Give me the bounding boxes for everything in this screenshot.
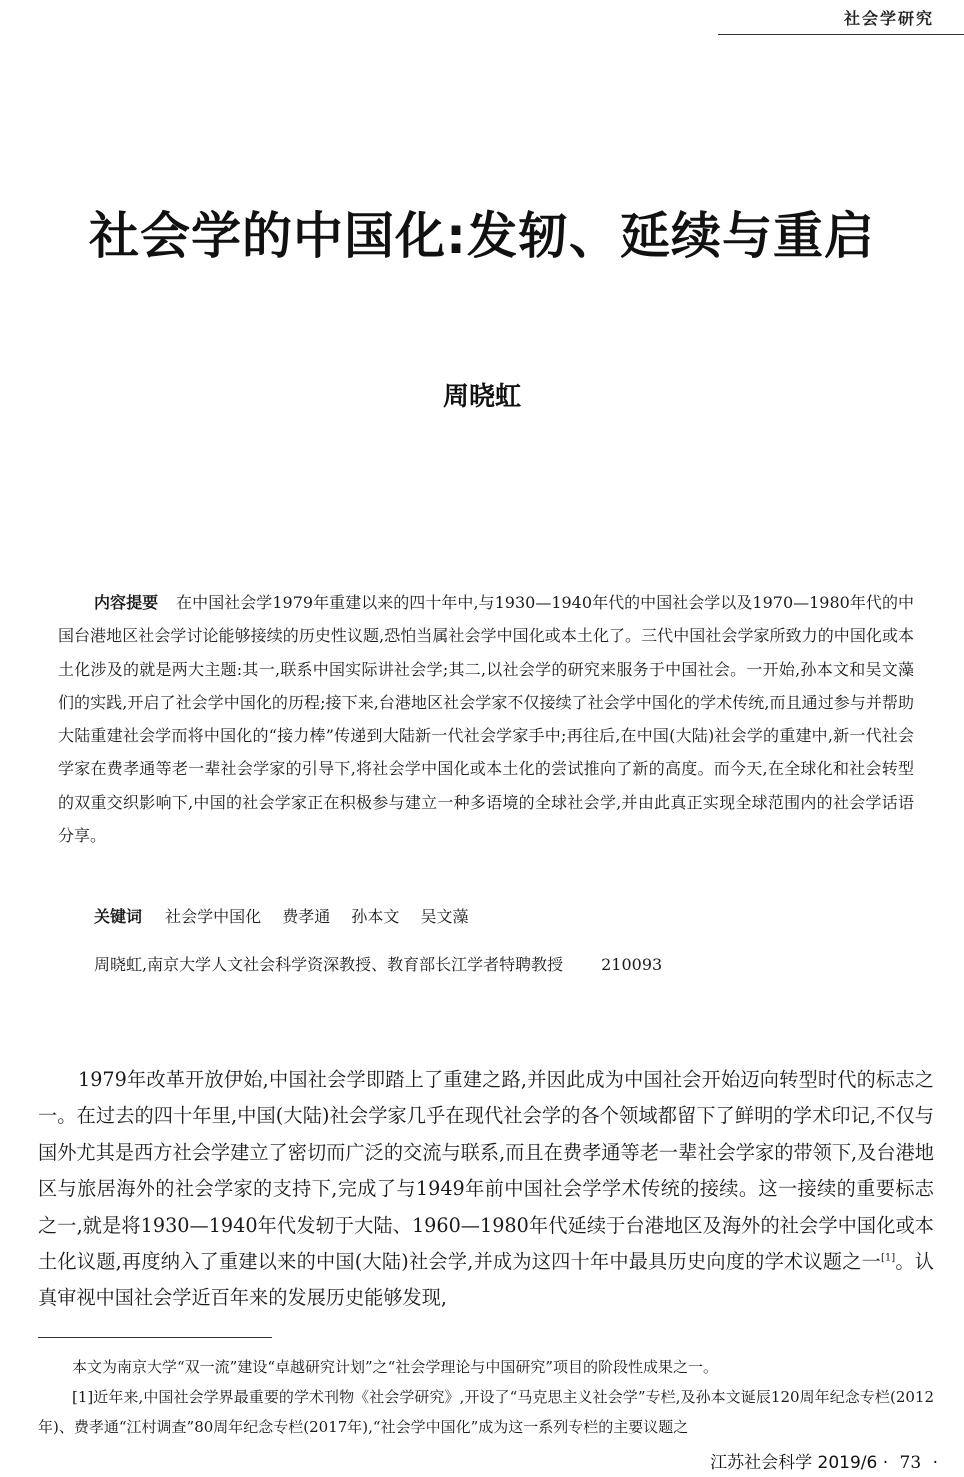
footnote-divider [38, 1337, 272, 1338]
footer-bullet: · [882, 1453, 889, 1473]
body-text: 1979年改革开放伊始,中国社会学即踏上了重建之路,并因此成为中国社会开始迈向转型时代的标志之一。在过去的四十年里,中国(大陆)社会学家几乎在现代社会学的各个领域都留下了鲜明的学术印记,不仅与国外尤其是西方社会学建立了密切而广泛的交流与联系,而且在费孝通等老一辈社会学家的带领下,及台港地区与旅居海外的社会学家的支持下,完成了与1949年前中国社会学学术传统的接续。这一接续的重要标志之一,就是将1930—1940年代发轫于大陆、1960—1980年代延续于台港地区及海外的社会学中国化或本土化议题,再度纳入了重建以来的中国(大陆)社会学,并成为这四十年中最具历史向度的学术议题之一 [38, 1068, 934, 1274]
journal-info: 江苏社会科学 2019/6 [710, 1453, 878, 1473]
header-rule [718, 34, 964, 35]
reference-marker[interactable]: [1] [881, 1252, 896, 1264]
abstract-label: 内容提要 [94, 593, 159, 612]
keywords-label: 关键词 [94, 907, 143, 926]
postcode: 210093 [601, 955, 663, 974]
article-author: 周晓虹 [442, 382, 521, 412]
funding-note: 本文为南京大学“双一流”建设“卓越研究计划”之“社会学理论与中国研究”项目的阶段性成果之一。 [72, 1358, 719, 1376]
section-label: 社会学研究 [843, 9, 934, 28]
article-title: 社会学的中国化:发轫、延续与重启 [89, 207, 875, 265]
page-number: 73 [899, 1453, 922, 1473]
keyword-item: 吴文藻 [420, 907, 469, 926]
page-footer [710, 1448, 938, 1473]
abstract [58, 586, 914, 852]
keyword-item: 孙本文 [351, 907, 400, 926]
keyword-item: 社会学中国化 [165, 907, 262, 926]
affiliation-text: 周晓虹,南京大学人文社会科学资深教授、教育部长江学者特聘教授 [94, 955, 564, 974]
footnotes [38, 1352, 934, 1442]
footer-bullet: · [932, 1453, 938, 1473]
keywords [94, 902, 914, 932]
body-paragraph [38, 1062, 934, 1317]
author-affiliation [94, 950, 914, 980]
body-text-end: 。认真审视中国社会学近百年来的发展历史能够发现, [38, 1250, 934, 1310]
abstract-text: 在中国社会学1979年重建以来的四十年中,与1930—1940年代的中国社会学以及1970—1980年代的中国台港地区社会学讨论能够接续的历史性议题,恐怕当属社会学中国化或本土化了。三代中国社会学家所致力的中国化或本土化涉及的就是两大主题:其一,联系中国实际讲社会学;其二,以社会学的研究来服务于中国社会。一开始,孙本文和吴文藻们的实践,开启了社会学中国化的历程;接下来,台港地区社会学家不仅接续了社会学中国化的学术传统,而且通过参与并帮助大陆重建社会学而将中国化的“接力棒”传递到大陆新一代社会学家手中;再往后,在中国(大陆)社会学的重建中,新一代社会学家在费孝通等老一辈社会学家的引导下,将社会学中国化或本土化的尝试推向了新的高度。而今天,在全球化和社会转型的双重交织影响下,中国的社会学家正在积极参与建立一种多语境的全球社会学,并由此真正实现全球范围内的社会学话语分享。 [58, 593, 914, 846]
keyword-item: 费孝通 [282, 907, 331, 926]
footnote-1: [1]近年来,中国社会学界最重要的学术刊物《社会学研究》,开设了“马克思主义社会学”专栏,及孙本文诞辰120周年纪念专栏(2012年)、费孝通“江村调查”80周年纪念专栏(2017年),“社会学中国化”成为这一系列专栏的主要议题之 [38, 1388, 934, 1436]
